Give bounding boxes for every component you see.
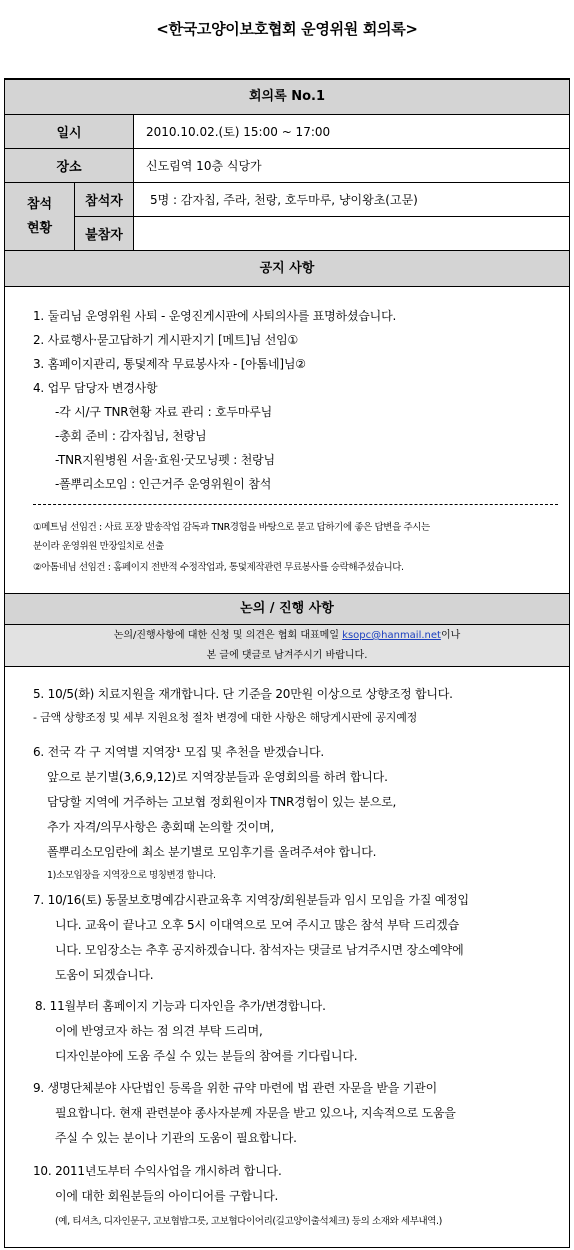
document-title: <한국고양이보호협회 운영위원 회의록> <box>156 20 418 38</box>
attendance-label <box>5 183 75 251</box>
discussion-intro-line2: 본 글에 댓글로 남겨주시기 바랍니다. <box>206 650 368 661</box>
discussion-item: 10. 2011년도부터 수익사업을 개시하려 합니다. <box>33 1164 282 1178</box>
place-value: 신도림역 10층 식당가 <box>134 149 569 183</box>
notice-title: 공지 사항 <box>259 261 315 276</box>
discussion-item: 니다. 교육이 끝나고 오후 5시 이대역으로 모여 주시고 많은 참석 부탁 드리겠습 <box>55 918 459 932</box>
discussion-section-header <box>5 593 569 625</box>
discussion-item: 5. 10/5(화) 치료지원을 재개합니다. 단 기준을 20만원 이상으로 상향조정 합니다. <box>33 687 453 701</box>
minutes-frame <box>4 78 570 1248</box>
discussion-intro <box>5 625 569 667</box>
notice-item: 2. 사료행사·묻고답하기 게시판지기 [메트]님 선임① <box>33 333 299 347</box>
notice-sub-item: -폴뿌리소모임 : 인근거주 운영위원이 참석 <box>55 477 272 491</box>
notice-item: 4. 업무 담당자 변경사항 <box>33 381 158 395</box>
notice-sub-item: -각 시/구 TNR현황 자료 관리 : 호두마루님 <box>55 405 273 419</box>
attendees-value: 5명 : 감자칩, 주라, 천랑, 호두마루, 냥이왕초(고문) <box>134 183 569 217</box>
attendance-label-line1: 참석 <box>26 196 53 212</box>
notice-sub-item: -TNR지원병원 서울·효원·굿모닝펫 : 천랑님 <box>55 453 275 467</box>
intro-text: 논의/진행사항에 대한 신청 및 의견은 협회 대표메일 <box>113 630 343 641</box>
notice-divider <box>33 504 558 505</box>
attendees-label: 참석자 <box>75 183 134 217</box>
notice-item: 1. 둘리님 운영위원 사퇴 - 운영진게시판에 사퇴의사를 표명하셨습니다. <box>33 309 397 323</box>
discussion-item: 7. 10/16(토) 동물보호명예감시관교육후 지역장/회원분들과 임시 모임을 가질 예정입 <box>33 893 469 907</box>
discussion-item-note: (예, 티셔츠, 디자인문구, 고보협밥그릇, 고보협다이어리(길고양이출석체크) 등의 소재와 세부내역.) <box>55 1216 442 1227</box>
notice-sub-item: -총회 준비 : 감자칩님, 천랑님 <box>55 429 207 443</box>
discussion-item: - 금액 상향조정 및 세부 지원요청 절차 변경에 대한 사항은 해당게시판에 공지예정 <box>33 711 418 724</box>
discussion-item: 8. 11월부터 홈페이지 기능과 디자인을 추가/변경합니다. <box>35 999 326 1013</box>
discussion-item: 이에 대한 회원분들의 아이디어를 구합니다. <box>55 1189 279 1203</box>
discussion-item: 9. 생명단체분야 사단법인 등록을 위한 규약 마련에 법 관련 자문을 받을 기관이 <box>33 1081 437 1095</box>
discussion-item: 추가 자격/의무사항은 총회때 논의할 것이며, <box>47 820 274 834</box>
absentees-label: 불참자 <box>75 217 134 251</box>
minutes-number: 회의록 No.1 <box>249 89 325 104</box>
date-label: 일시 <box>5 115 134 149</box>
attendance-label-line2: 현황 <box>26 220 53 236</box>
discussion-item: 6. 전국 각 구 지역별 지역장¹ 모집 및 추천을 받겠습니다. <box>33 745 325 759</box>
place-label: 장소 <box>5 149 134 183</box>
date-value: 2010.10.02.(토) 15:00 ~ 17:00 <box>134 115 569 149</box>
discussion-item: 디자인분야에 도움 주실 수 있는 분들의 참여를 기다립니다. <box>55 1049 358 1063</box>
notice-section-header <box>5 251 569 287</box>
discussion-item-note: 1)소모임장을 지역장으로 명칭변경 합니다. <box>47 870 216 881</box>
notice-footnote: ①메트님 선임건 : 사료 포장 발송작업 감독과 TNR경험을 바탕으로 묻고 답하기에 좋은 답변을 주시는 <box>33 522 430 533</box>
discussion-intro-line1 <box>5 626 569 646</box>
absentees-value <box>134 217 569 251</box>
intro-text-end: 이나 <box>440 630 461 641</box>
contact-email-link[interactable]: ksopc@hanmail.net <box>342 630 441 641</box>
discussion-item: 필요합니다. 현재 관련분야 종사자분께 자문을 받고 있으나, 지속적으로 도움을 <box>55 1106 456 1120</box>
discussion-item: 앞으로 분기별(3,6,9,12)로 지역장분들과 운영회의를 하려 합니다. <box>47 770 388 784</box>
discussion-item: 니다. 모임장소는 추후 공지하겠습니다. 참석자는 댓글로 남겨주시면 장소예약에 <box>55 943 464 957</box>
notice-item: 3. 홈페이지관리, 통덫제작 무료봉사자 - [아톰네]님② <box>33 357 306 371</box>
discussion-item: 도움이 되겠습니다. <box>55 968 154 982</box>
discussion-item: 이에 반영코자 하는 점 의견 부탁 드리며, <box>55 1024 263 1038</box>
notice-footnote: ②아톰네님 선임건 : 홈페이지 전반적 수정작업과, 통덫제작관련 무료봉사를 승락해주셨습니다. <box>33 562 404 573</box>
notice-footnote: 분이라 운영위원 만장일치로 선출 <box>33 541 164 552</box>
discussion-title: 논의 / 진행 사항 <box>240 601 334 616</box>
discussion-item: 주실 수 있는 분이나 기관의 도움이 필요합니다. <box>55 1131 297 1145</box>
minutes-number-bar <box>5 79 569 115</box>
discussion-item: 담당할 지역에 거주하는 고보협 정회원이자 TNR경험이 있는 분으로, <box>47 795 397 809</box>
discussion-item: 폴뿌리소모임란에 최소 분기별로 모임후기를 올려주셔야 합니다. <box>47 845 377 859</box>
